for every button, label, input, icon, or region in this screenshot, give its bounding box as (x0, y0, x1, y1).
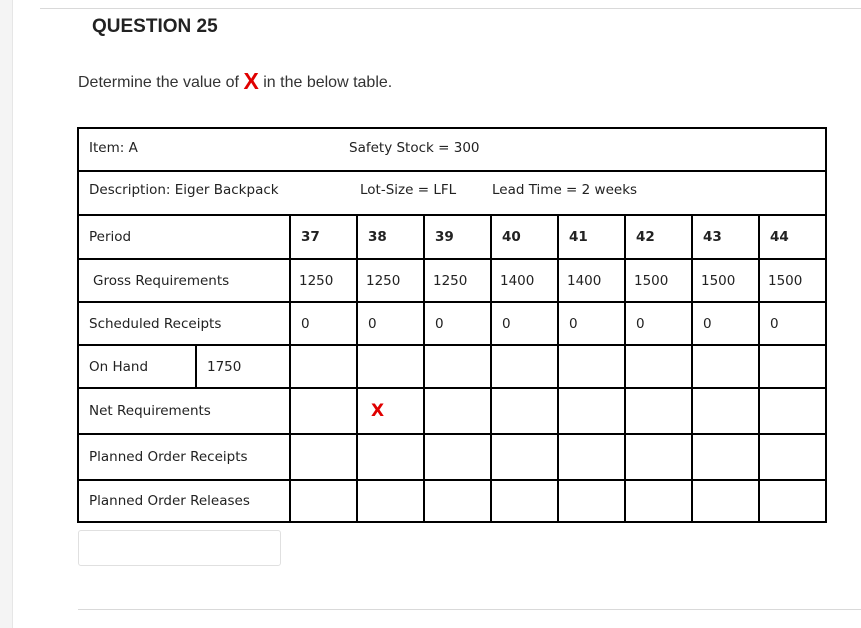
on-hand-empty-cell (357, 345, 424, 388)
net-empty-cell (625, 388, 692, 434)
prompt-text-after: in the below table. (263, 74, 393, 91)
gross-cell: 1250 (290, 259, 357, 302)
gross-cell: 1500 (625, 259, 692, 302)
por-empty-cell (759, 434, 826, 480)
scheduled-cell: 0 (357, 302, 424, 345)
bottom-divider (78, 609, 861, 610)
scheduled-cell: 0 (625, 302, 692, 345)
gross-cell: 1500 (759, 259, 826, 302)
gross-cell: 1400 (491, 259, 558, 302)
on-hand-row (78, 345, 826, 388)
description-row (78, 171, 826, 215)
scheduled-cell: 0 (558, 302, 625, 345)
gross-cell: 1400 (558, 259, 625, 302)
on-hand-empty-cell (491, 345, 558, 388)
period-cell: 44 (759, 215, 826, 259)
period-cell: 37 (290, 215, 357, 259)
on-hand-empty-cell (424, 345, 491, 388)
net-empty-cell (558, 388, 625, 434)
period-cell: 42 (625, 215, 692, 259)
net-empty-cell (759, 388, 826, 434)
period-cell: 38 (357, 215, 424, 259)
porel-empty-cell (625, 480, 692, 522)
mrp-table (77, 127, 827, 523)
gross-cell: 1250 (357, 259, 424, 302)
prompt-text-before: Determine the value of (78, 74, 239, 91)
gross-requirements-row (78, 259, 826, 302)
description-label: Description: Eiger Backpack (89, 182, 279, 198)
planned-order-releases-row (78, 480, 826, 522)
period-cell: 43 (692, 215, 759, 259)
on-hand-value: 1750 (207, 358, 242, 375)
planned-order-releases-label: Planned Order Releases (78, 480, 290, 522)
page-left-border (0, 0, 13, 628)
por-empty-cell (424, 434, 491, 480)
prompt-variable: X (243, 68, 259, 94)
item-label: Item: A (89, 140, 138, 156)
scheduled-cell: 0 (491, 302, 558, 345)
por-empty-cell (692, 434, 759, 480)
period-row (78, 215, 826, 259)
porel-empty-cell (357, 480, 424, 522)
planned-order-receipts-row (78, 434, 826, 480)
net-requirements-label: Net Requirements (78, 388, 290, 434)
net-empty-cell (290, 388, 357, 434)
planned-order-receipts-label: Planned Order Receipts (78, 434, 290, 480)
safety-stock-label: Safety Stock = 300 (349, 140, 480, 156)
period-cell: 40 (491, 215, 558, 259)
on-hand-empty-cell (558, 345, 625, 388)
question-title: QUESTION 25 (92, 16, 218, 37)
porel-empty-cell (692, 480, 759, 522)
net-empty-cell (491, 388, 558, 434)
net-empty-cell (424, 388, 491, 434)
lot-size-label: Lot-Size = LFL (360, 182, 457, 198)
period-cell: 41 (558, 215, 625, 259)
period-label: Period (78, 215, 290, 259)
on-hand-label: On Hand (79, 346, 197, 387)
question-prompt (78, 68, 392, 95)
net-requirements-row (78, 388, 826, 434)
unknown-x-marker: X (371, 401, 385, 421)
net-x-cell (357, 388, 424, 434)
porel-empty-cell (290, 480, 357, 522)
on-hand-empty-cell (692, 345, 759, 388)
por-empty-cell (625, 434, 692, 480)
gross-cell: 1250 (424, 259, 491, 302)
porel-empty-cell (424, 480, 491, 522)
por-empty-cell (491, 434, 558, 480)
gross-cell: 1500 (692, 259, 759, 302)
on-hand-empty-cell (625, 345, 692, 388)
scheduled-cell: 0 (692, 302, 759, 345)
on-hand-empty-cell (290, 345, 357, 388)
scheduled-receipts-row (78, 302, 826, 345)
top-divider (40, 8, 861, 9)
net-empty-cell (692, 388, 759, 434)
porel-empty-cell (759, 480, 826, 522)
porel-empty-cell (491, 480, 558, 522)
por-empty-cell (558, 434, 625, 480)
por-empty-cell (357, 434, 424, 480)
on-hand-empty-cell (759, 345, 826, 388)
answer-input[interactable] (78, 530, 281, 566)
por-empty-cell (290, 434, 357, 480)
scheduled-cell: 0 (424, 302, 491, 345)
lead-time-label: Lead Time = 2 weeks (492, 182, 638, 198)
scheduled-receipts-label: Scheduled Receipts (78, 302, 290, 345)
gross-requirements-label: Gross Requirements (78, 259, 290, 302)
scheduled-cell: 0 (759, 302, 826, 345)
scheduled-cell: 0 (290, 302, 357, 345)
period-cell: 39 (424, 215, 491, 259)
porel-empty-cell (558, 480, 625, 522)
on-hand-cell (78, 345, 290, 388)
item-row (78, 128, 826, 171)
